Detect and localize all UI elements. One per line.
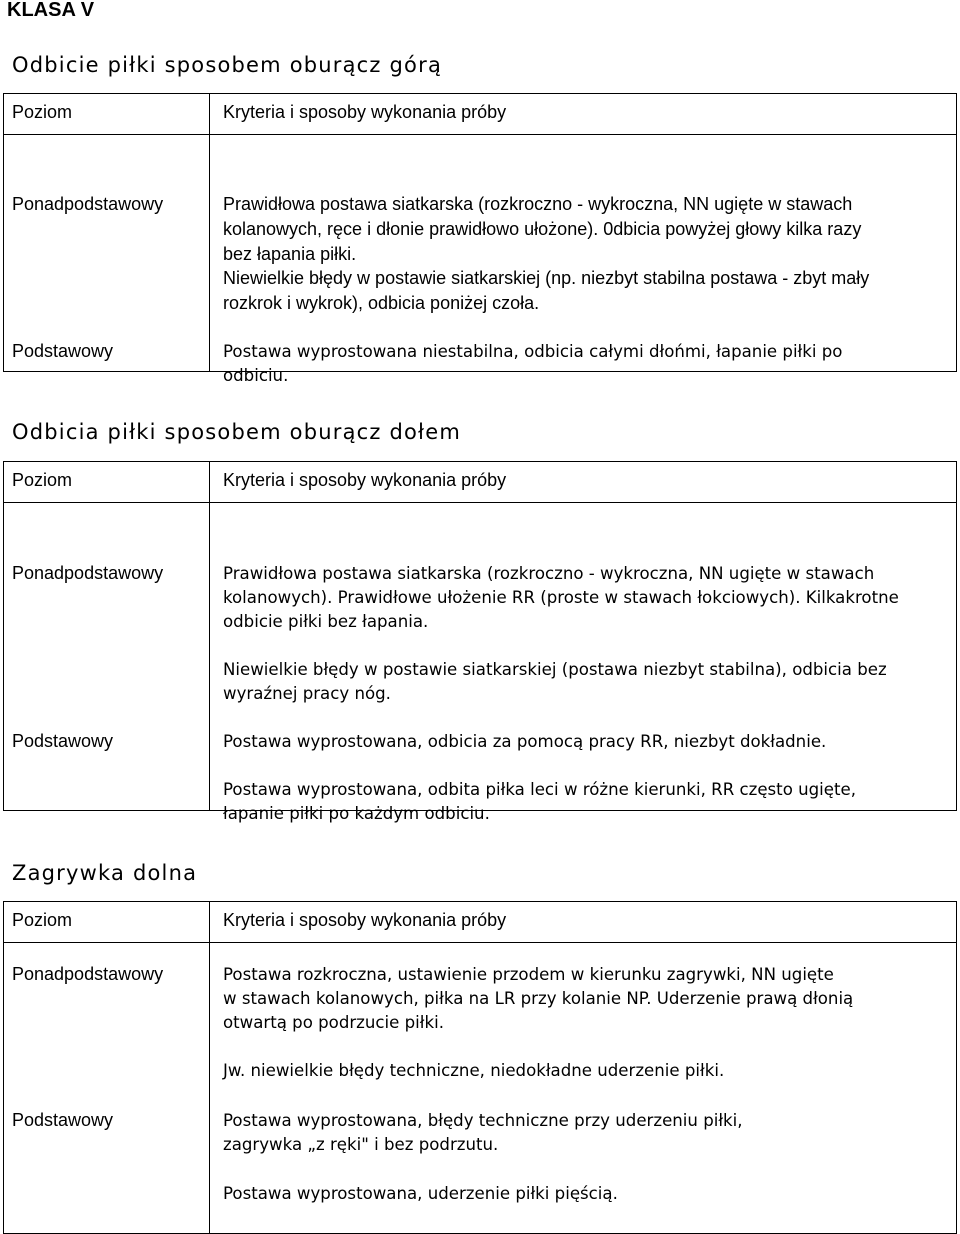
- table-header-row: [4, 94, 957, 135]
- criteria-line: w stawach kolanowych, piłka na LR przy kolanie NP. Uderzenie prawą dłonią: [223, 989, 854, 1008]
- table-header-row: [4, 902, 957, 943]
- header-criteria: Kryteria i sposoby wykonania próby: [223, 910, 507, 930]
- section-title-underhand-serve: Zagrywka dolna: [12, 861, 198, 885]
- criteria-line: zagrywka „z ręki" i bez podrzutu.: [223, 1135, 499, 1154]
- level-basic: Podstawowy: [12, 1110, 114, 1130]
- criteria-line: Postawa wyprostowana niestabilna, odbicia całymi dłońmi, łapanie piłki po: [223, 342, 843, 361]
- table-row: [4, 943, 957, 1234]
- header-level: Poziom: [12, 470, 73, 490]
- criteria-line: Postawa wyprostowana, błędy techniczne przy uderzeniu piłki,: [223, 1111, 743, 1130]
- table-row: [4, 503, 957, 811]
- criteria-line: otwartą po podrzucie piłki.: [223, 1013, 444, 1032]
- section-title-forearm-pass: Odbicia piłki sposobem oburącz dołem: [12, 420, 461, 444]
- criteria-line: Niewielkie błędy w postawie siatkarskiej (np. niezbyt stabilna postawa - zbyt mały: [223, 268, 870, 288]
- criteria-line: wyraźnej pracy nóg.: [223, 684, 391, 703]
- criteria-line: Postawa wyprostowana, odbita piłka leci w różne kierunki, RR często ugięte,: [223, 780, 856, 799]
- criteria-line: odbicie piłki bez łapania.: [223, 612, 429, 631]
- level-basic: Podstawowy: [12, 341, 114, 361]
- criteria-line: bez łapania piłki.: [223, 244, 357, 264]
- table-header-row: [4, 462, 957, 503]
- criteria-line: Postawa wyprostowana, uderzenie piłki pięścią.: [223, 1184, 618, 1203]
- section-title-overhead-pass: Odbicie piłki sposobem oburącz górą: [12, 53, 443, 77]
- criteria-line: Prawidłowa postawa siatkarska (rozkroczno - wykroczna, NN ugięte w stawach: [223, 564, 875, 583]
- criteria-table-overhead-pass: [3, 93, 957, 385]
- criteria-line: łapanie piłki po każdym odbiciu.: [223, 804, 490, 823]
- criteria-line: odbiciu.: [223, 366, 289, 385]
- criteria-line: rozkrok i wykrok), odbicia poniżej czoła.: [223, 293, 540, 313]
- table-row: [4, 135, 957, 372]
- header-criteria: Kryteria i sposoby wykonania próby: [223, 102, 507, 122]
- level-above-basic: Ponadpodstawowy: [12, 563, 164, 583]
- class-heading: KLASA V: [7, 0, 95, 21]
- header-level: Poziom: [12, 910, 73, 930]
- criteria-table-underhand-serve: [3, 901, 957, 1234]
- criteria-line: Prawidłowa postawa siatkarska (rozkroczno - wykroczna, NN ugięte w stawach: [223, 194, 853, 214]
- criteria-line: Postawa rozkroczna, ustawienie przodem w kierunku zagrywki, NN ugięte: [223, 965, 834, 984]
- criteria-line: Niewielkie błędy w postawie siatkarskiej (postawa niezbyt stabilna), odbicia bez: [223, 660, 887, 679]
- header-criteria: Kryteria i sposoby wykonania próby: [223, 470, 507, 490]
- level-above-basic: Ponadpodstawowy: [12, 964, 164, 984]
- criteria-line: kolanowych, ręce i dłonie prawidłowo ułożone). 0dbicia powyżej głowy kilka razy: [223, 219, 862, 239]
- criteria-line: kolanowych). Prawidłowe ułożenie RR (proste w stawach łokciowych). Kilkakrotne: [223, 588, 899, 607]
- criteria-line: Jw. niewielkie błędy techniczne, niedokładne uderzenie piłki.: [223, 1061, 725, 1080]
- criteria-line: Postawa wyprostowana, odbicia za pomocą pracy RR, niezbyt dokładnie.: [223, 732, 827, 751]
- header-level: Poziom: [12, 102, 73, 122]
- level-basic: Podstawowy: [12, 731, 114, 751]
- criteria-table-forearm-pass: [3, 461, 957, 823]
- level-above-basic: Ponadpodstawowy: [12, 194, 164, 214]
